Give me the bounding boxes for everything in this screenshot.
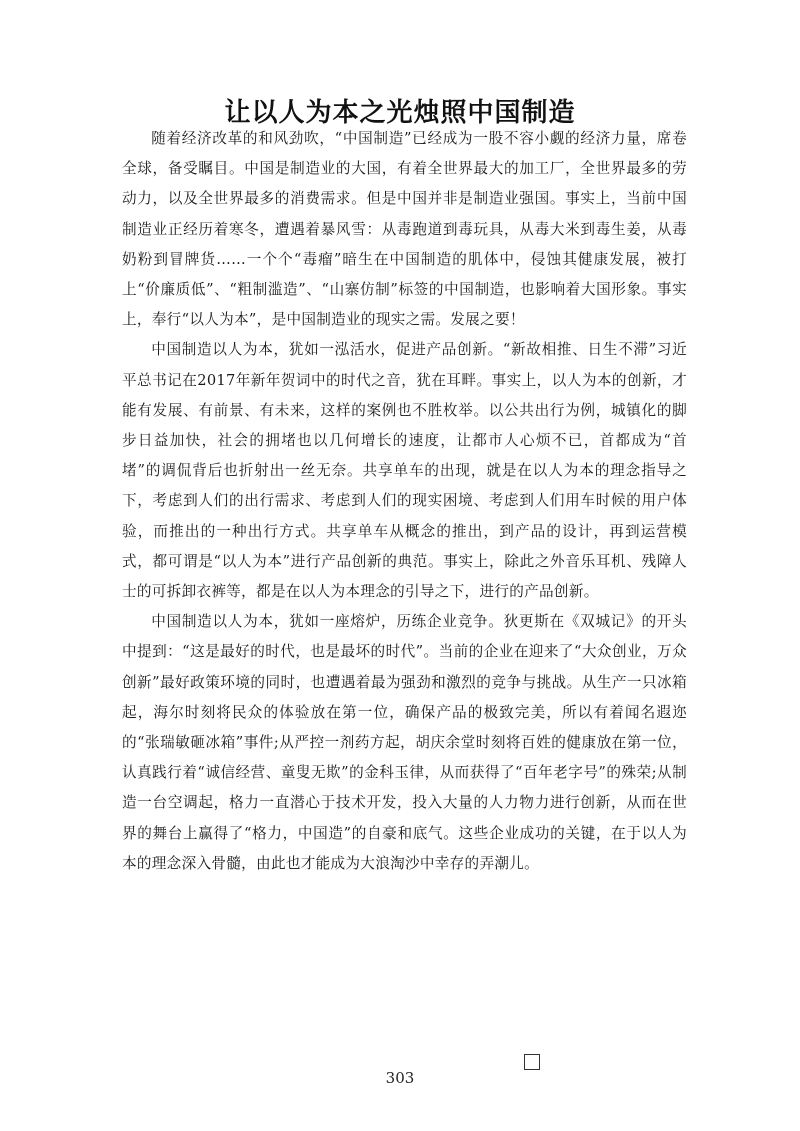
paragraph-3: 中国制造以人为本，犹如一座熔炉，历练企业竞争。狄更斯在《双城记》的开头中提到：“这是最好的时代，也是最坏的时代”。当前的企业在迎来了“大众创业，万众创新”最好政策环境的同时，也遭遇着最为强劲和激烈的竞争与挑战。从生产一只冰箱起，海尔时刻将民众的体验放在第一位，确保产品的极致完美，所以有着闻名遐迩的“张瑞敏砸冰箱”事件;从严控一剂药方起，胡庆余堂时刻将百姓的健康放在第一位，认真践行着“诚信经营、童叟无欺”的金科玉律，从而获得了“百年老字号”的殊荣;从制造一台空调起，格力一直潜心于技术开发，投入大量的人力物力进行创新，从而在世界的舞台上赢得了“格力，中国造”的自豪和底气。这些企业成功的关键，在于以人为本的理念深入骨髓，由此也才能成为大浪淘沙中幸存的弄潮儿。	[122, 613, 687, 872]
paragraph-1: 随着经济改革的和风劲吹，“中国制造”已经成为一股不容小觑的经济力量，席卷全球，备受瞩目。中国是制造业的大国，有着全世界最大的加工厂，全世界最多的劳动力，以及全世界最多的消费需求。但是中国并非是制造业强国。事实上，当前中国制造业正经历着寒冬，遭遇着暴风雪：从毒跑道到毒玩具，从毒大米到毒生姜，从毒奶粉到冒牌货……一个个“毒瘤”暗生在中国制造的肌体中，侵蚀其健康发展，被打上“价廉质低”、“粗制滥造”、“山寨仿制”标签的中国制造，也影响着大国形象。事实上，奉行“以人为本”，是中国制造业的现实之需。发展之要！	[122, 130, 687, 329]
page-number: 303	[385, 1069, 415, 1087]
page-title: 让以人为本之光烛照中国制造	[224, 98, 576, 129]
paragraph-2: 中国制造以人为本，犹如一泓活水，促进产品创新。“新故相推、日生不滞”习近平总书记在2017年新年贺词中的时代之音，犹在耳畔。事实上，以人为本的创新，才能有发展、有前景、有未来，这样的案例也不胜枚举。以公共出行为例，城镇化的脚步日益加快，社会的拥堵也以几何增长的速度，让都市人心烦不已，首都成为“首堵”的调侃背后也折射出一丝无奈。共享单车的出现，就是在以人为本的理念指导之下，考虑到人们的出行需求、考虑到人们的现实困境、考虑到人们用车时候的用户体验，而推出的一种出行方式。共享单车从概念的推出，到产品的设计，再到运营模式，都可谓是“以人为本”进行产品创新的典范。事实上，除此之外音乐耳机、残障人士的可拆卸衣裤等，都是在以人为本理念的引导之下，进行的产品创新。	[122, 341, 687, 601]
article-body	[122, 124, 687, 879]
empty-square-mark	[524, 1054, 540, 1070]
